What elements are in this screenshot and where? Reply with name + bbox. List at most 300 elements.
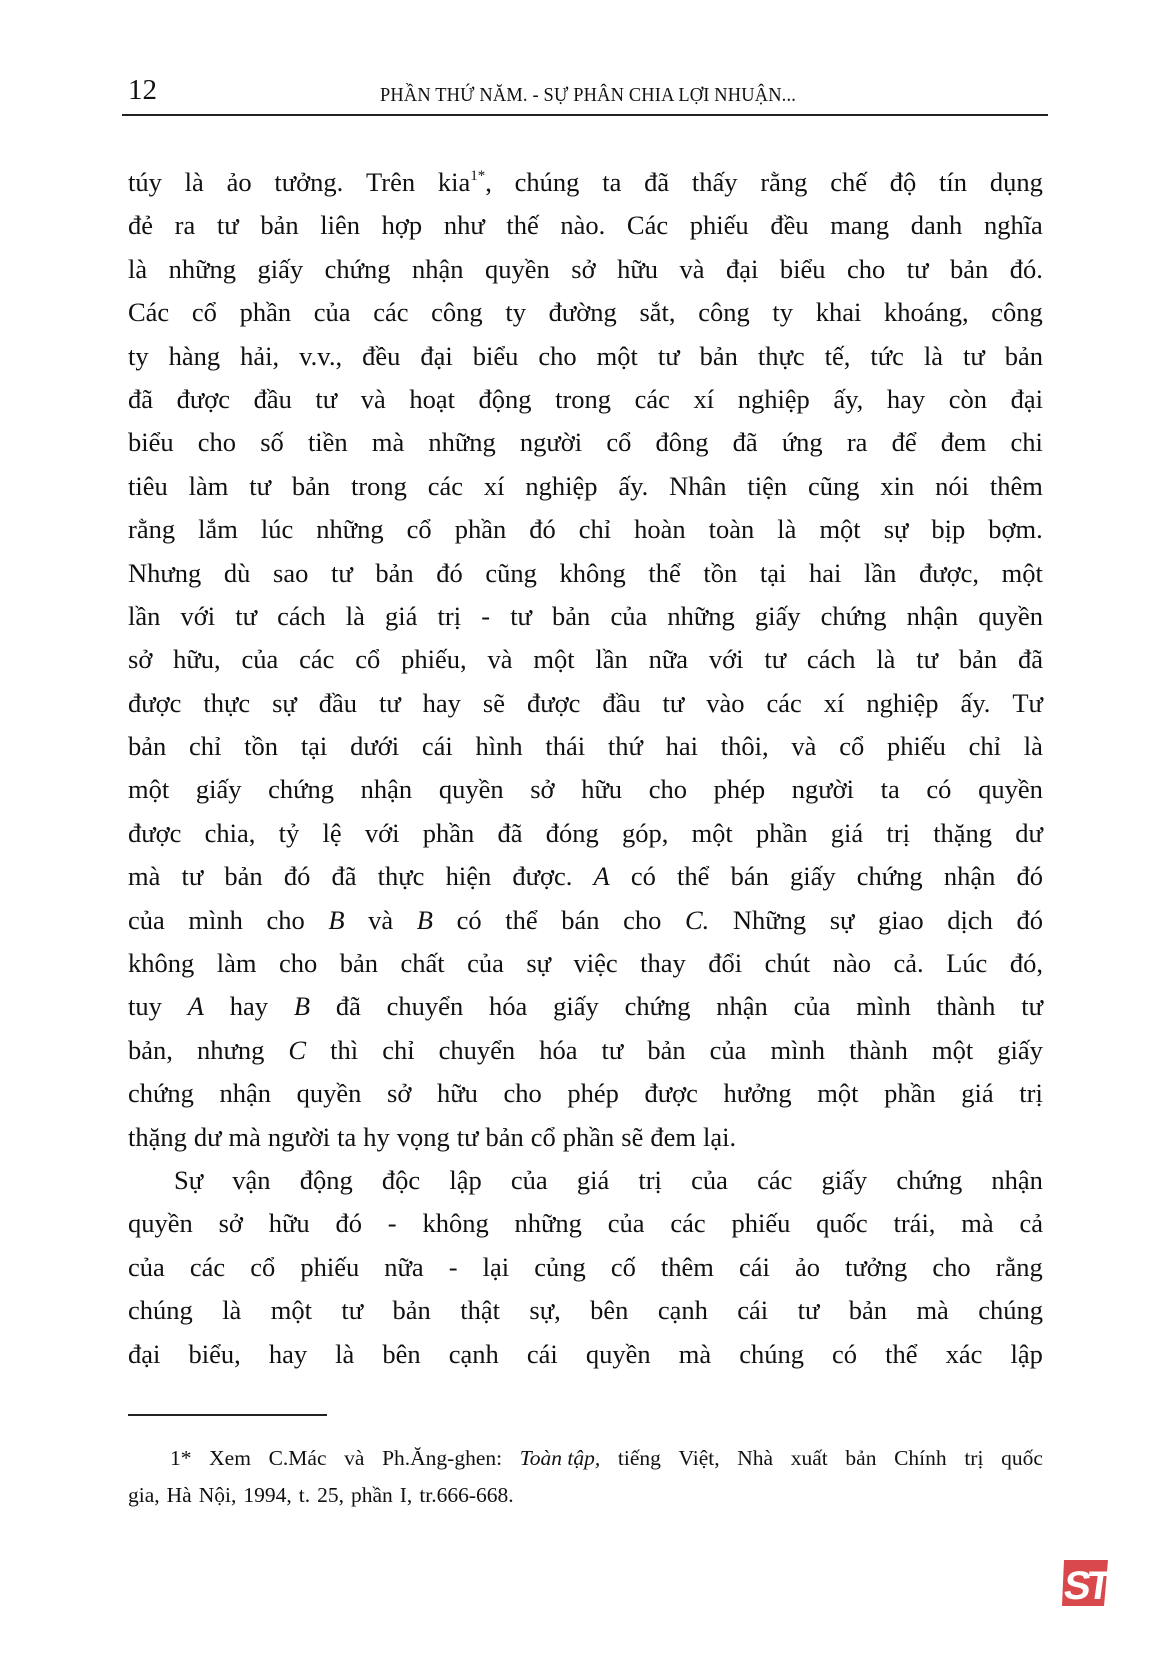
word: bản: [958, 644, 998, 675]
body-line: [128, 552, 1043, 595]
word: góp,: [621, 817, 669, 848]
footnote-line: [128, 1440, 1043, 1477]
word: cách: [277, 600, 326, 631]
word: xí: [483, 470, 505, 501]
word: một: [932, 1034, 974, 1065]
word: đầu: [253, 383, 292, 414]
word: tưởng.: [274, 167, 344, 197]
header-rule: [122, 114, 1048, 116]
word: mà: [961, 1208, 994, 1239]
word: sự: [829, 904, 855, 935]
word: tư: [456, 1121, 479, 1152]
word: cả.: [893, 948, 924, 979]
word: 1*: [170, 1446, 192, 1470]
word: làm: [216, 948, 257, 979]
word: danh: [910, 210, 963, 241]
word: những: [316, 514, 384, 545]
body-line: [128, 1072, 1043, 1115]
svg-text:ST: ST: [1061, 1563, 1111, 1608]
word: đó: [1016, 861, 1043, 892]
word: quyền: [438, 774, 504, 805]
word: thì: [330, 1034, 359, 1065]
word: thêm: [660, 1251, 714, 1282]
word: nữa: [384, 1251, 424, 1282]
body-line: [128, 725, 1043, 768]
word: ty: [505, 297, 526, 328]
word: đều: [362, 340, 401, 371]
word: tư: [378, 687, 401, 718]
word: trái,: [893, 1208, 936, 1239]
word: một: [1001, 557, 1043, 588]
word: được: [128, 817, 182, 848]
word: thay: [640, 948, 686, 979]
word: người: [519, 427, 583, 458]
word: dư: [1015, 817, 1043, 848]
word: một: [817, 1078, 859, 1109]
word: lại.: [702, 1121, 737, 1152]
word: chứng: [268, 774, 335, 805]
word: là: [923, 340, 943, 371]
word: bản: [845, 1446, 877, 1470]
word: quyền: [296, 1078, 362, 1109]
word: một: [533, 644, 575, 675]
word: nào: [832, 948, 871, 979]
word: chất: [400, 948, 445, 979]
word: phiếu: [731, 1208, 791, 1239]
word: chuyển: [386, 991, 464, 1022]
word: một: [128, 774, 170, 805]
word: đó: [436, 557, 463, 588]
word: Nhưng: [128, 557, 202, 588]
word: công: [698, 297, 750, 328]
word: tư: [216, 210, 239, 241]
word: giấy: [790, 861, 836, 892]
word: đem: [650, 1121, 696, 1152]
word: sự: [272, 687, 297, 718]
word: bịp: [931, 514, 966, 545]
word: thể: [885, 1338, 918, 1369]
italic-text: B: [293, 991, 310, 1022]
word: thêm: [989, 470, 1043, 501]
word: làm: [188, 470, 229, 501]
word: chuyển: [438, 1034, 516, 1065]
word: cho: [503, 1078, 542, 1109]
word: sự: [526, 948, 552, 979]
word: xuất: [790, 1446, 828, 1470]
word: bản: [375, 557, 414, 588]
word: Các: [128, 297, 170, 328]
word: không: [422, 1208, 489, 1239]
body-line: [128, 378, 1043, 421]
word: giấy: [195, 774, 242, 805]
word: đầu: [602, 687, 641, 718]
word: phần: [884, 1078, 936, 1109]
word: là: [222, 1295, 242, 1326]
word: liên: [320, 210, 360, 241]
word: toàn: [708, 514, 755, 545]
word: mà: [678, 1338, 712, 1369]
word: cái: [421, 731, 453, 762]
word: nhận: [360, 774, 413, 805]
word: chúng: [128, 1295, 193, 1326]
word: Nhân: [669, 470, 727, 501]
body-line: [128, 812, 1043, 855]
word: bản: [1004, 340, 1043, 371]
word: rằng: [995, 1251, 1043, 1282]
word: và: [487, 644, 513, 675]
word: phần: [562, 1121, 615, 1152]
word: trị: [886, 817, 910, 848]
word: của: [467, 948, 504, 979]
word: tư: [341, 1295, 364, 1326]
word: cạnh: [448, 1338, 499, 1369]
word: thật: [460, 1295, 500, 1326]
word: Lúc: [946, 948, 988, 979]
word: thành: [849, 1034, 908, 1065]
word: tư: [510, 600, 532, 631]
word: của: [607, 1208, 645, 1239]
body-line: [128, 161, 1043, 204]
word: nghiệp: [737, 383, 810, 414]
word: chỉ: [189, 731, 222, 762]
word: chứng: [624, 991, 691, 1022]
word: của: [128, 904, 165, 935]
text-segment: hay: [229, 991, 268, 1022]
word: thế: [506, 210, 539, 241]
word: chứng: [896, 1164, 963, 1195]
word: hiện: [445, 861, 492, 892]
word: lần: [128, 600, 161, 631]
word: lúc: [260, 514, 294, 545]
word: các: [189, 1251, 226, 1282]
body-line: [128, 291, 1043, 334]
word: của: [610, 600, 648, 631]
word: hàng: [168, 340, 221, 371]
word: đó: [335, 1208, 362, 1239]
word: biểu: [779, 253, 826, 284]
word: tư: [662, 687, 685, 718]
word: -: [448, 1251, 458, 1282]
text-segment: và: [368, 904, 394, 935]
word: đầu: [318, 687, 357, 718]
body-line: [128, 855, 1043, 898]
word: ảo: [226, 167, 252, 197]
word: mà: [228, 1121, 261, 1152]
word: phép: [567, 1078, 619, 1109]
word: giá: [961, 1078, 994, 1109]
word: thặng: [128, 1121, 187, 1152]
word: nghĩa: [983, 210, 1043, 241]
word: hoạt: [409, 383, 455, 414]
word: I,: [399, 1483, 413, 1507]
word: dư: [193, 1121, 222, 1152]
word: các: [373, 297, 409, 328]
word: nữa: [648, 644, 689, 675]
word: ấy,: [833, 383, 864, 414]
word: dưới: [350, 731, 400, 762]
word: sự: [883, 514, 909, 545]
word: C.Mác: [268, 1446, 327, 1470]
word: tư: [764, 644, 787, 675]
word: ta: [602, 167, 622, 197]
italic-text: C.: [684, 904, 710, 935]
body-line: [128, 1289, 1043, 1332]
word: và: [679, 253, 705, 284]
word: mình: [856, 991, 911, 1022]
word: quyền: [128, 1208, 193, 1239]
word: được: [176, 383, 230, 414]
word: độ: [889, 167, 917, 197]
word: chứng: [324, 253, 391, 284]
word: tiện: [747, 470, 788, 501]
word: đại: [420, 340, 453, 371]
word: cho: [278, 948, 318, 979]
body-line: [128, 1333, 1043, 1376]
word: tại: [300, 731, 328, 762]
word: hữu: [268, 1208, 310, 1239]
word: bán: [561, 904, 600, 935]
word: sở: [218, 1208, 243, 1239]
word: lệ: [322, 817, 342, 848]
word: chúng: [514, 167, 580, 197]
word: bản: [699, 340, 738, 371]
word: Tư: [1012, 687, 1043, 718]
word: Nội,: [198, 1483, 237, 1507]
word: mà: [128, 861, 161, 892]
word: phiếu: [300, 1251, 360, 1282]
word: cổ: [606, 427, 632, 458]
word: bản: [848, 1295, 888, 1326]
word: ty: [128, 340, 149, 371]
italic-text: Toàn tập,: [519, 1446, 601, 1470]
word: thứ: [607, 731, 643, 762]
word: ra: [846, 427, 868, 458]
italic-text: A: [187, 991, 204, 1022]
italic-text: C: [288, 1034, 307, 1065]
word: tư: [916, 644, 939, 675]
word: -: [387, 1208, 397, 1239]
word: cố: [610, 1251, 636, 1282]
word: chi: [1010, 427, 1043, 458]
word: hình: [475, 731, 523, 762]
word: tư: [235, 600, 257, 631]
word: ta: [880, 774, 900, 805]
page-number: 12: [128, 74, 157, 106]
italic-text: B: [328, 904, 345, 935]
word: sở: [530, 774, 555, 805]
word: phần: [454, 514, 507, 545]
word: cổ: [839, 731, 865, 762]
word: đã: [1017, 644, 1043, 675]
word: số: [260, 427, 284, 458]
word: đổi: [708, 948, 743, 979]
word: cho: [538, 340, 577, 371]
word: lập: [449, 1164, 482, 1195]
word: ấy.: [618, 470, 649, 501]
word: chia,: [204, 817, 256, 848]
word: tư: [181, 861, 204, 892]
body-line: [128, 465, 1043, 508]
word: và: [360, 383, 386, 414]
word: t.: [298, 1483, 311, 1507]
word: biểu: [472, 340, 519, 371]
word: đó: [1016, 904, 1043, 935]
word: động: [478, 383, 532, 414]
word: bản: [339, 948, 378, 979]
word: tư: [906, 253, 929, 284]
word: chỉ: [968, 731, 1001, 762]
word: đã: [331, 861, 357, 892]
word: đại: [1010, 383, 1043, 414]
word: giá: [576, 1164, 610, 1195]
word: chúng: [978, 1295, 1043, 1326]
word: các: [766, 687, 802, 718]
word: cổ: [191, 297, 217, 328]
word: hữu: [617, 253, 658, 284]
word: có: [832, 1338, 858, 1369]
word: bản,: [128, 1034, 173, 1065]
word: cổ: [250, 1251, 276, 1282]
word: cho: [266, 904, 305, 935]
word: khoáng,: [883, 297, 969, 328]
body-line: [128, 508, 1043, 551]
word: hải,: [240, 340, 280, 371]
word: hữu: [581, 774, 623, 805]
word: thấy: [691, 167, 738, 197]
body-line: [128, 682, 1043, 725]
word: trị: [964, 1446, 984, 1470]
word: như: [443, 210, 485, 241]
word: 1994,: [243, 1483, 292, 1507]
word: chút: [764, 948, 811, 979]
word: bợm.: [988, 514, 1043, 545]
word: thể: [677, 861, 710, 892]
word: là: [1023, 731, 1043, 762]
word: bản: [291, 470, 331, 501]
body-line: [128, 248, 1043, 291]
word: đường: [548, 297, 617, 328]
word: quốc: [1001, 1446, 1043, 1470]
word: của: [709, 1034, 747, 1065]
word: cho: [197, 427, 237, 458]
word: các: [634, 383, 670, 414]
word: hợp: [381, 210, 423, 241]
body-line: [128, 1202, 1043, 1245]
word: nghiệp: [525, 470, 598, 501]
word: thực: [203, 687, 251, 718]
body-line: [128, 768, 1043, 811]
word: chứng: [856, 861, 923, 892]
word: dù: [223, 557, 251, 588]
word: và: [791, 731, 817, 762]
word: sự,: [529, 1295, 561, 1326]
word: bản: [552, 600, 591, 631]
word: quyền: [485, 253, 550, 284]
word: thể: [648, 557, 681, 588]
word: -: [481, 600, 491, 631]
body-line: [128, 595, 1043, 638]
word: chứng: [128, 1078, 194, 1109]
word: là: [184, 167, 204, 197]
word: Những: [732, 904, 807, 935]
word: biểu: [128, 427, 174, 458]
word: lập: [1010, 1338, 1043, 1369]
word: có: [926, 774, 952, 805]
body-line: [128, 985, 1043, 1028]
word: thực: [377, 861, 425, 892]
word: giấy: [997, 1034, 1043, 1065]
word: bản: [224, 861, 263, 892]
word: của: [793, 991, 831, 1022]
word: các: [299, 644, 335, 675]
word: bản: [260, 210, 299, 241]
word: bản: [392, 1295, 431, 1326]
word: xác: [945, 1338, 983, 1369]
word: tỷ: [278, 817, 300, 848]
word: tồn: [244, 731, 279, 762]
word: trong: [555, 383, 612, 414]
italic-text: A: [593, 861, 610, 892]
footnote-reference: 1*: [470, 168, 486, 184]
running-title: PHẦN THỨ NĂM. - SỰ PHÂN CHIA LỢI NHUẬN...: [379, 84, 797, 106]
word: hưởng: [723, 1078, 792, 1109]
word: xí: [693, 383, 715, 414]
word: hóa: [539, 1034, 578, 1065]
word: tư: [249, 470, 271, 501]
word: thặng: [933, 817, 993, 848]
word: phiếu: [886, 731, 946, 762]
word: ta: [337, 1121, 357, 1152]
word: xí: [823, 687, 845, 718]
word: sắt,: [639, 297, 676, 328]
word: bên: [382, 1338, 421, 1369]
word: người: [267, 1121, 331, 1152]
body-line: [128, 942, 1043, 985]
word: sẽ: [482, 687, 505, 718]
word: tư: [797, 1295, 820, 1326]
word: để: [891, 427, 917, 458]
word: tức: [870, 340, 904, 371]
word: hóa: [489, 991, 528, 1022]
word: tiền: [307, 427, 348, 458]
word: được,: [918, 557, 979, 588]
body-line: [128, 421, 1043, 464]
word: phiếu,: [401, 644, 467, 675]
word: đóng: [545, 817, 599, 848]
word: đại: [726, 253, 759, 284]
word: không: [128, 948, 195, 979]
word: phần: [756, 817, 808, 848]
word: cái: [737, 1295, 769, 1326]
word: thực: [757, 340, 805, 371]
word: đó: [529, 514, 556, 545]
word: tế,: [824, 340, 851, 371]
word: những: [428, 427, 496, 458]
word: giấy: [821, 1164, 868, 1195]
word: tiêu: [128, 470, 168, 501]
word: được: [526, 687, 581, 718]
word: giấy: [754, 600, 801, 631]
word: trong: [350, 470, 407, 501]
word: lại: [482, 1251, 510, 1282]
word: giao: [878, 904, 924, 935]
word: các: [757, 1164, 793, 1195]
word: với: [708, 644, 744, 675]
word: Xem: [209, 1446, 251, 1470]
word: công: [431, 297, 483, 328]
word: những: [667, 600, 735, 631]
word: cái: [526, 1338, 558, 1369]
